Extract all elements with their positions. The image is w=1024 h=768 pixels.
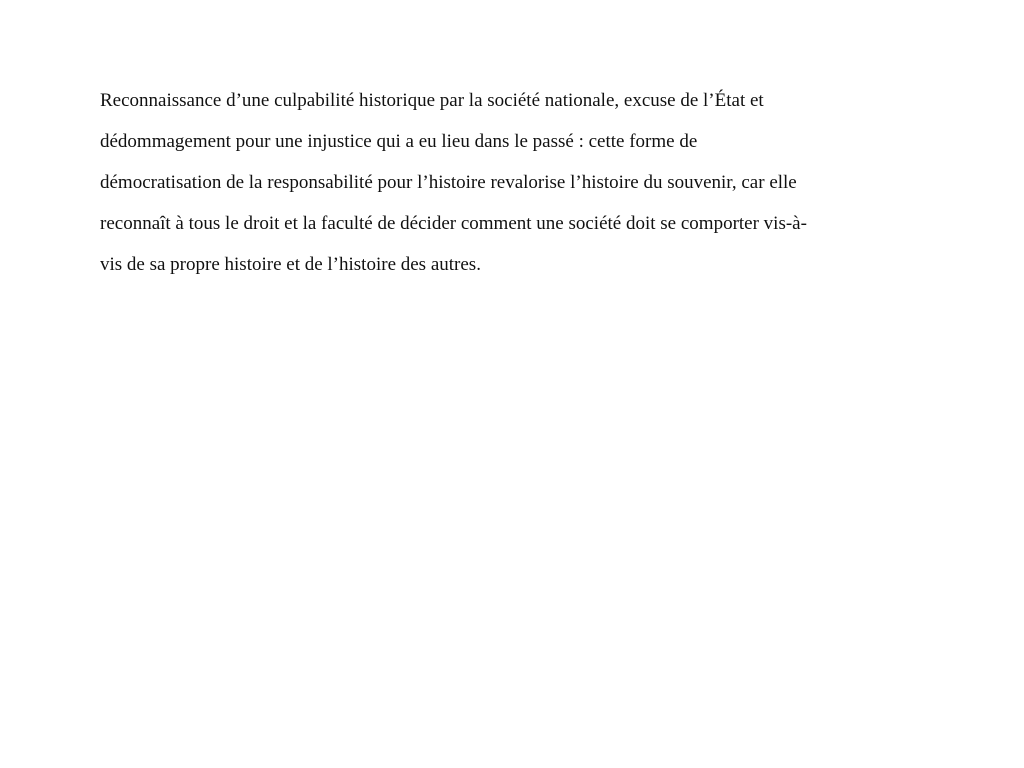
paragraph-line-4: reconnaît à tous le droit et la faculté de décider comment une société doit se comporter vis-à- — [100, 213, 807, 234]
paragraph-line-3: démocratisation de la responsabilité pour l’histoire revalorise l’histoire du souvenir, car elle — [100, 172, 797, 193]
paragraph-line-5: vis de sa propre histoire et de l’histoire des autres. — [100, 254, 481, 275]
body-paragraph — [100, 80, 970, 285]
paragraph-line-1: Reconnaissance d’une culpabilité historique par la société nationale, excuse de l’État et — [100, 90, 764, 111]
paragraph-line-2: dédommagement pour une injustice qui a eu lieu dans le passé : cette forme de — [100, 131, 698, 152]
